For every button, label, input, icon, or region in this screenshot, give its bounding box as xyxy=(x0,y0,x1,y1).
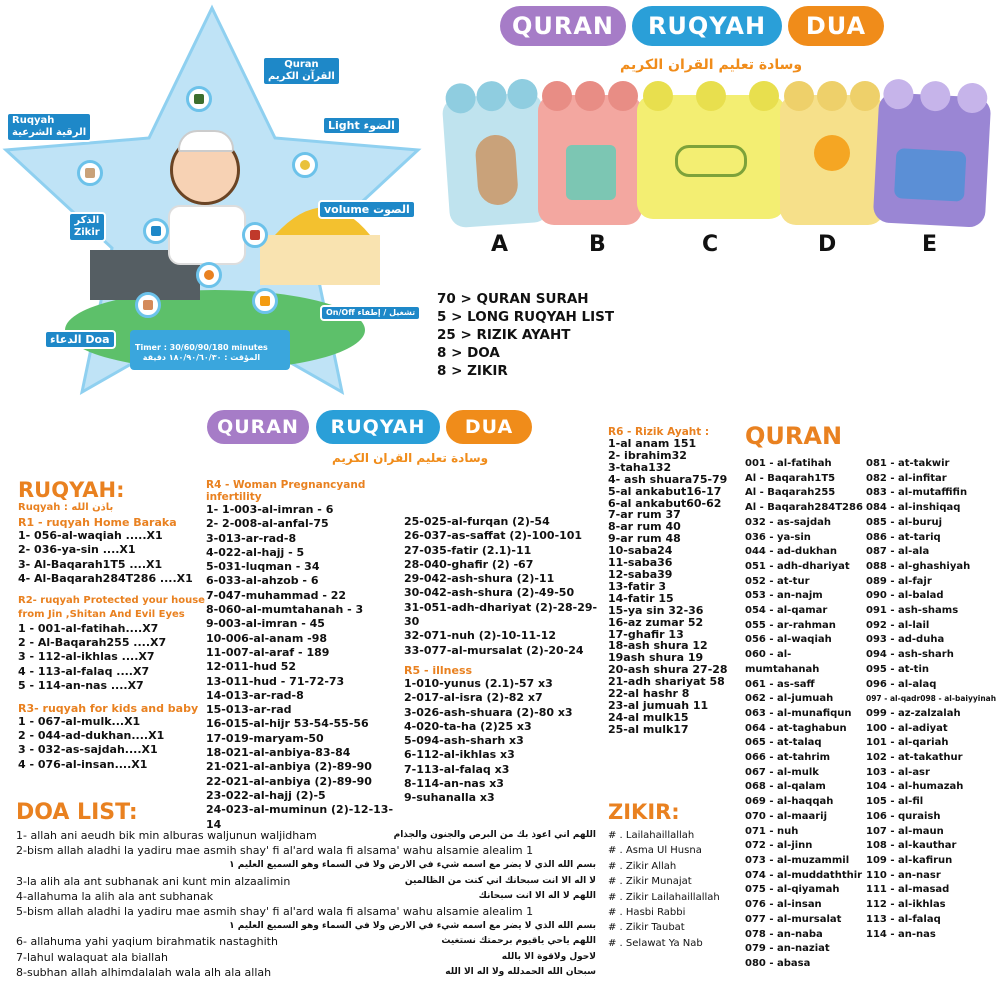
list-item: 2- 2-008-al-anfal-75 xyxy=(206,517,329,531)
doa-line xyxy=(16,858,596,873)
surah-item: Al - Baqarah284T286 xyxy=(745,502,863,514)
list-item: 2 - 044-ad-dukhan....X1 xyxy=(18,729,165,743)
zikir-item: # . Selawat Ya Nab xyxy=(608,937,703,949)
doa-en: 3-la alih ala ant subhanak ani kunt min alzaalimin xyxy=(16,874,291,888)
list-item: 16-az zumar 52 xyxy=(608,615,704,629)
quran-pill: QURAN xyxy=(500,6,626,46)
list-item: 7-ar rum 37 xyxy=(608,508,681,522)
ruqyah-feature-label xyxy=(6,112,92,142)
r5-list xyxy=(404,677,604,806)
list-item: 23-022-al-hajj (2)-5 xyxy=(206,788,326,802)
surah-item: 054 - al-qamar xyxy=(745,605,828,617)
r4-col1 xyxy=(206,503,406,832)
timer-ar: المؤقت : ١٨٠/٩٠/٦٠/٣٠ دقيقة xyxy=(142,353,261,363)
doa-en: 2-bism allah aladhi la yadiru mae asmih shay' fi al'ard wala fi alsama' wahu alsamie alealim 1 xyxy=(16,844,534,858)
surah-item: 071 - nuh xyxy=(745,825,799,837)
list-item: 3-013-ar-rad-8 xyxy=(206,531,297,545)
surah-item: 051 - adh-dhariyat xyxy=(745,560,850,572)
pillow-label-c: C xyxy=(702,232,719,257)
surah-item: 060 - al-mumtahanah xyxy=(745,649,820,675)
doa-ar: سبحان الله الحمدلله ولا اله الا الله xyxy=(445,966,596,977)
surah-item: 036 - ya-sin xyxy=(745,531,811,543)
count-rizik: 25 > RIZIK AYAHT xyxy=(437,327,571,343)
arabic-subtitle: وسادة تعليم القران الكريم xyxy=(620,57,803,73)
onoff-feature-label: On/Off تشغيل / إطفاء xyxy=(320,305,421,321)
timer-icon xyxy=(196,262,222,288)
ruqyah-title: RUQYAH: xyxy=(18,478,125,502)
list-item: 11-007-al-araf - 189 xyxy=(206,645,330,659)
arabic-subtitle-lower: وسادة تعليم القران الكريم xyxy=(332,451,489,465)
dua-pill: DUA xyxy=(788,6,884,46)
surah-item: 103 - al-asr xyxy=(866,766,930,778)
r4-title: R4 - Woman Pregnancyand infertility xyxy=(206,479,366,503)
quran-en: Quran xyxy=(284,59,319,70)
surah-item: 081 - at-takwir xyxy=(866,458,950,469)
surah-item: 099 - az-zalzalah xyxy=(866,707,961,719)
list-item: 3 - 032-as-sajdah....X1 xyxy=(18,743,158,757)
doa-line xyxy=(16,828,596,843)
pillow-a xyxy=(442,92,551,229)
list-item: 17-ghafir 13 xyxy=(608,627,684,641)
surah-item: 052 - at-tur xyxy=(745,575,810,587)
doa-en: 6- allahuma yahi yaqium birahmatik nastaghith xyxy=(16,935,278,949)
doa-line xyxy=(16,874,596,889)
r4-col2 xyxy=(404,515,604,658)
list-item: 23-al jumuah 11 xyxy=(608,698,709,712)
surah-item: 074 - al-muddaththir xyxy=(745,869,863,881)
ruqyah-en: Ruqyah xyxy=(12,115,55,126)
timer-en: Timer : 30/60/90/180 minutes xyxy=(135,343,268,352)
surah-item: 069 - al-haqqah xyxy=(745,796,834,808)
doa-line xyxy=(16,934,596,949)
list-item: 30-042-ash-shura (2)-49-50 xyxy=(404,586,575,600)
surah-item: 106 - quraish xyxy=(866,810,941,822)
pillow-c xyxy=(637,95,785,219)
count-zikir: 8 > ZIKIR xyxy=(437,363,508,379)
doa-ar: اللهم ياحي ياقيوم برحمتك نستغيث xyxy=(441,936,596,947)
zikir-list xyxy=(608,828,720,951)
surah-item: 084 - al-inshiqaq xyxy=(866,502,961,514)
list-item: 11-saba36 xyxy=(608,556,673,570)
surah-item: 067 - al-mulk xyxy=(745,766,819,778)
list-item: 4 - 113-al-falaq ....X7 xyxy=(18,664,150,678)
list-item: 15-ya sin 32-36 xyxy=(608,603,704,617)
surah-item: 070 - al-maarij xyxy=(745,810,828,822)
surah-item: 077 - al-mursalat xyxy=(745,913,842,925)
volume-ar: الصوت xyxy=(373,203,410,216)
light-en: Light xyxy=(328,119,360,132)
count-quran: 70 > QURAN SURAH xyxy=(437,291,589,307)
ruqyah-pill-lower: RUQYAH xyxy=(316,410,440,444)
zikir-item: # . Asma Ul Husna xyxy=(608,845,702,857)
pillow-label-b: B xyxy=(589,232,606,257)
list-item: 18-ash shura 12 xyxy=(608,639,708,653)
zikir-item: # . Zikir Munajat xyxy=(608,876,692,888)
list-item: 33-077-al-mursalat (2)-20-24 xyxy=(404,643,584,657)
list-item: 9-ar rum 48 xyxy=(608,532,681,546)
surah-item: 109 - al-kafirun xyxy=(866,854,953,866)
doa-ar: بسم الله الذي لا يضر مع اسمه شيء في الارض ولا في السماء وهو السميع العليم ١ xyxy=(229,921,596,932)
zikir-ar: الذكر xyxy=(74,215,100,226)
surah-item: 062 - al-jumuah xyxy=(745,693,834,705)
surah-item: 087 - al-ala xyxy=(866,546,930,558)
surah-item: 055 - ar-rahman xyxy=(745,619,836,631)
surah-item: 113 - al-falaq xyxy=(866,913,941,925)
surah-item: 108 - al-kauthar xyxy=(866,840,957,852)
surah-item: 073 - al-muzammil xyxy=(745,854,850,866)
light-icon xyxy=(292,152,318,178)
list-item: 6-033-al-ahzob - 6 xyxy=(206,574,319,588)
r1-list xyxy=(18,529,218,587)
surah-item: 064 - at-taghabun xyxy=(745,722,847,734)
list-item: 27-035-fatir (2.1)-11 xyxy=(404,543,532,557)
list-item: 8-060-al-mumtahanah - 3 xyxy=(206,603,364,617)
list-item: 4-020-ta-ha (2)25 x3 xyxy=(404,719,532,733)
r6-section xyxy=(608,426,738,736)
doa-icon xyxy=(135,292,161,318)
list-item: 8-114-an-nas x3 xyxy=(404,777,504,791)
list-item: 22-al hashr 8 xyxy=(608,687,690,701)
surah-item: 056 - al-waqiah xyxy=(745,634,832,646)
quran-list-title: QURAN xyxy=(745,422,843,450)
list-item: 16-015-al-hijr 53-54-55-56 xyxy=(206,717,369,731)
list-item: 31-051-adh-dhariyat (2)-28-29-30 xyxy=(404,600,598,629)
surah-item: 065 - at-talaq xyxy=(745,737,822,749)
r6-list xyxy=(608,438,738,736)
surah-item: 095 - at-tin xyxy=(866,663,929,675)
surah-item: 092 - al-lail xyxy=(866,619,930,631)
doa-en: 5-bism allah aladhi la yadiru mae asmih shay' fi al'ard wala fi alsama' wahu alsamie alealim 1 xyxy=(16,905,534,919)
doa-ar: اللهم لا اله الا انت سبحانك xyxy=(478,890,596,901)
list-item: 6-al ankabut60-62 xyxy=(608,496,722,510)
zikir-icon xyxy=(143,218,169,244)
list-item: 18-021-al-anbiya-83-84 xyxy=(206,746,351,760)
list-item: 28-040-ghafir (2) -67 xyxy=(404,557,534,571)
r3-title: R3- ruqyah for kids and baby xyxy=(18,701,199,715)
surah-item: 085 - al-buruj xyxy=(866,516,943,528)
doa-en: 7-lahul walaquat ala biallah xyxy=(16,950,168,964)
surah-item: 086 - at-tariq xyxy=(866,531,941,543)
surah-item: 075 - al-qiyamah xyxy=(745,884,840,896)
surah-item: 080 - abasa xyxy=(745,957,811,969)
list-item: 1 - 001-al-fatihah....X7 xyxy=(18,621,159,635)
list-item: 5-031-luqman - 34 xyxy=(206,560,320,574)
list-item: 1- 056-al-waqiah .....X1 xyxy=(18,529,163,542)
list-item: 2- ibrahim32 xyxy=(608,448,687,462)
surah-item: 044 - ad-dukhan xyxy=(745,546,837,558)
list-item: 9-suhanalla x3 xyxy=(404,791,495,805)
power-icon xyxy=(252,288,278,314)
zikir-title: ZIKIR: xyxy=(608,800,680,824)
doa-line xyxy=(16,843,596,858)
surah-item: 053 - an-najm xyxy=(745,590,823,602)
surah-item: 090 - al-balad xyxy=(866,590,944,602)
ruqyah-pill: RUQYAH xyxy=(632,6,782,46)
list-item: 14-013-ar-rad-8 xyxy=(206,688,304,702)
kufi-cap xyxy=(178,130,234,152)
list-item: 21-021-al-anbiya (2)-89-90 xyxy=(206,760,372,774)
doa-ar: لا اله الا انت سبحانك اني كنت من الظالمين xyxy=(404,875,596,886)
doa-en: 1- allah ani aeudh bik min alburas waljunun waljidham xyxy=(16,829,317,842)
timer-caption xyxy=(135,343,268,364)
quran-ar: القرآن الكريم xyxy=(268,71,335,82)
r4-col2-section xyxy=(404,515,604,806)
surah-item: 072 - al-jinn xyxy=(745,840,813,852)
list-item: 32-071-nuh (2)-10-11-12 xyxy=(404,629,557,643)
r2-list xyxy=(18,622,218,694)
list-item: 5 - 114-an-nas ....X7 xyxy=(18,679,144,693)
surah-item: 083 - al-mutaffifin xyxy=(866,487,968,499)
doa-line xyxy=(16,950,596,965)
count-ruqyah: 5 > LONG RUQYAH LIST xyxy=(437,309,615,325)
list-item: 4-022-al-hajj - 5 xyxy=(206,545,305,559)
list-item: 4 - 076-al-insan....X1 xyxy=(18,757,148,771)
quran-pill-lower: QURAN xyxy=(207,410,309,444)
list-item: 7-113-al-falaq x3 xyxy=(404,762,510,776)
r4-section xyxy=(206,479,406,832)
list-item: 1-al anam 151 xyxy=(608,437,697,450)
r2-title: R2- ruqyah Protected your house from Jin ,Shitan And Evil Eyes xyxy=(18,594,205,620)
list-item: 12-saba39 xyxy=(608,567,673,581)
list-item: 1 - 067-al-mulk...X1 xyxy=(18,714,141,728)
r5-title: R5 - illness xyxy=(404,663,473,677)
list-item: 1-010-yunus (2.1)-57 x3 xyxy=(404,676,553,690)
ruqyah-section xyxy=(18,478,218,772)
list-item: 3- Al-Baqarah1T5 ....X1 xyxy=(18,557,163,571)
list-item: 3 - 112-al-ikhlas ....X7 xyxy=(18,650,155,664)
list-item: 14-fatir 15 xyxy=(608,591,674,605)
pillow-e xyxy=(873,92,992,228)
surah-item: 104 - al-humazah xyxy=(866,781,964,793)
doa-feature-label xyxy=(44,330,116,349)
list-item: 5-094-ash-sharh x3 xyxy=(404,734,524,748)
doa-line xyxy=(16,965,596,980)
pillow-b xyxy=(538,95,642,225)
count-doa: 8 > DOA xyxy=(437,345,500,361)
surah-item: 102 - at-takathur xyxy=(866,752,963,764)
list-item: 1- 1-003-al-imran - 6 xyxy=(206,503,334,516)
r6-title: R6 - Rizik Ayaht : xyxy=(608,426,710,438)
surah-item: 001 - al-fatihah xyxy=(745,458,832,469)
list-item: 19ash shura 19 xyxy=(608,651,704,665)
doa-ar: اللهم اني اعوذ بك من البرص والجنون والجذام xyxy=(393,830,596,840)
surah-item: 091 - ash-shams xyxy=(866,605,959,617)
list-item: 4- Al-Baqarah284T286 ....X1 xyxy=(18,572,193,586)
surah-item: 032 - as-sajdah xyxy=(745,516,831,528)
surah-item: 066 - at-tahrim xyxy=(745,752,831,764)
surah-item: 061 - as-saff xyxy=(745,678,815,690)
zikir-item: # . Lailahaillallah xyxy=(608,830,695,841)
list-item: 10-saba24 xyxy=(608,544,673,558)
surah-item: 101 - al-qariah xyxy=(866,737,949,749)
surah-item: 068 - al-qalam xyxy=(745,781,826,793)
list-item: 29-042-ash-shura (2)-11 xyxy=(404,572,555,586)
surah-item: 105 - al-fil xyxy=(866,796,924,808)
doa-en: 8-subhan allah alhimdalalah wala alh ala allah xyxy=(16,965,272,979)
list-item: 8-ar rum 40 xyxy=(608,520,681,534)
list-item: 2 - Al-Baqarah255 ....X7 xyxy=(18,636,167,650)
surah-item: Al - Baqarah255 xyxy=(745,487,836,499)
ruqyah-sub: Ruqyah : باذن الله xyxy=(18,502,114,513)
quran-feature-label xyxy=(262,56,341,86)
list-item: 7-047-muhammad - 22 xyxy=(206,588,347,602)
zikir-item: # . Zikir Taubat xyxy=(608,922,685,934)
surah-item: 111 - al-masad xyxy=(866,884,950,896)
surah-item: 088 - al-ghashiyah xyxy=(866,560,971,572)
ruqyah-icon xyxy=(77,160,103,186)
doa-ar: لاحول ولاقوة الا بالله xyxy=(501,951,596,962)
surah-item: 097 - al-qadr098 - al-baiyyinah xyxy=(866,694,997,704)
zikir-feature-label xyxy=(68,212,106,242)
zikir-en: Zikir xyxy=(74,227,100,238)
zikir-item: # . Zikir Allah xyxy=(608,860,677,872)
list-item: 13-011-hud - 71-72-73 xyxy=(206,674,345,688)
surah-item: 093 - ad-duha xyxy=(866,634,945,646)
doa-ar: بسم الله الذي لا يضر مع اسمه شيء في الارض ولا في السماء وهو السميع العليم ١ xyxy=(229,860,596,871)
zikir-item: # . Hasbi Rabbi xyxy=(608,907,686,919)
pillow-label-d: D xyxy=(818,232,837,257)
surah-item: 078 - an-naba xyxy=(745,928,823,940)
volume-en: volume xyxy=(324,203,370,216)
boy-body xyxy=(168,205,246,265)
pillow-label-a: A xyxy=(491,232,509,257)
list-item: 6-112-al-ikhlas x3 xyxy=(404,748,515,762)
list-item: 25-al mulk17 xyxy=(608,722,689,736)
doa-line xyxy=(16,904,596,919)
light-feature-label xyxy=(322,116,401,135)
surah-item: 107 - al-maun xyxy=(866,825,944,837)
list-item: 24-al mulk15 xyxy=(608,710,689,724)
surah-item: 076 - al-insan xyxy=(745,899,822,911)
list-item: 3-taha132 xyxy=(608,460,672,474)
list-item: 26-037-as-saffat (2)-100-101 xyxy=(404,529,583,543)
list-item: 9-003-al-imran - 45 xyxy=(206,617,325,631)
list-item: 24-023-al-muminun (2)-12-13-14 xyxy=(206,803,394,831)
surah-item: Al - Baqarah1T5 xyxy=(745,472,836,484)
volume-icon xyxy=(242,222,268,248)
list-item: 25-025-al-furqan (2)-54 xyxy=(404,515,550,528)
list-item: 17-019-maryam-50 xyxy=(206,731,324,745)
feature-star-panel xyxy=(0,0,430,400)
doa-en: Doa xyxy=(85,333,110,346)
quran-col2 xyxy=(866,457,1000,942)
list-item: 22-021-al-anbiya (2)-89-90 xyxy=(206,774,372,788)
r1-title: R1 - ruqyah Home Baraka xyxy=(18,516,177,529)
list-item: 5-al ankabut16-17 xyxy=(608,484,722,498)
surah-item: 082 - al-infitar xyxy=(866,472,947,484)
surah-item: 114 - an-nas xyxy=(866,928,936,940)
doa-ar: الدعاء xyxy=(50,333,82,346)
quran-icon xyxy=(186,86,212,112)
doa-line xyxy=(16,919,596,934)
list-item: 12-011-hud 52 xyxy=(206,660,297,674)
list-item: 2- 036-ya-sin ....X1 xyxy=(18,543,136,557)
quran-col1 xyxy=(745,457,865,972)
list-item: 4- ash shuara75-79 xyxy=(608,472,728,486)
surah-item: 063 - al-munafiqun xyxy=(745,707,852,719)
surah-item: 110 - an-nasr xyxy=(866,869,941,881)
doa-en: 4-allahuma la alih ala ant subhanak xyxy=(16,889,214,903)
surah-item: 112 - al-ikhlas xyxy=(866,899,946,911)
list-item: 3-026-ash-shuara (2)-80 x3 xyxy=(404,705,573,719)
list-item: 15-013-ar-rad xyxy=(206,703,292,717)
doa-line xyxy=(16,889,596,904)
dua-pill-lower: DUA xyxy=(446,410,532,444)
light-ar: الضوء xyxy=(363,119,395,132)
doa-title: DOA LIST: xyxy=(16,800,138,825)
ruqyah-ar: الرقية الشرعية xyxy=(12,127,87,138)
volume-feature-label xyxy=(318,200,416,219)
doa-list xyxy=(16,828,596,980)
surah-item: 096 - al-alaq xyxy=(866,678,937,690)
surah-item: 089 - al-fajr xyxy=(866,575,932,587)
pillow-d xyxy=(780,95,884,225)
surah-item: 100 - al-adiyat xyxy=(866,722,948,734)
list-item: 21-adh shariyat 58 xyxy=(608,675,725,689)
zikir-item: # . Zikir Lailahaillallah xyxy=(608,891,720,903)
surah-item: 094 - ash-sharh xyxy=(866,649,954,661)
list-item: 2-017-al-isra (2)-82 x7 xyxy=(404,691,543,705)
surah-item: 079 - an-naziat xyxy=(745,943,830,955)
list-item: 20-ash shura 27-28 xyxy=(608,663,728,677)
r3-list xyxy=(18,715,218,773)
list-item: 13-fatir 3 xyxy=(608,579,667,593)
list-item: 10-006-al-anam -98 xyxy=(206,631,327,645)
pillow-label-e: E xyxy=(922,232,938,257)
